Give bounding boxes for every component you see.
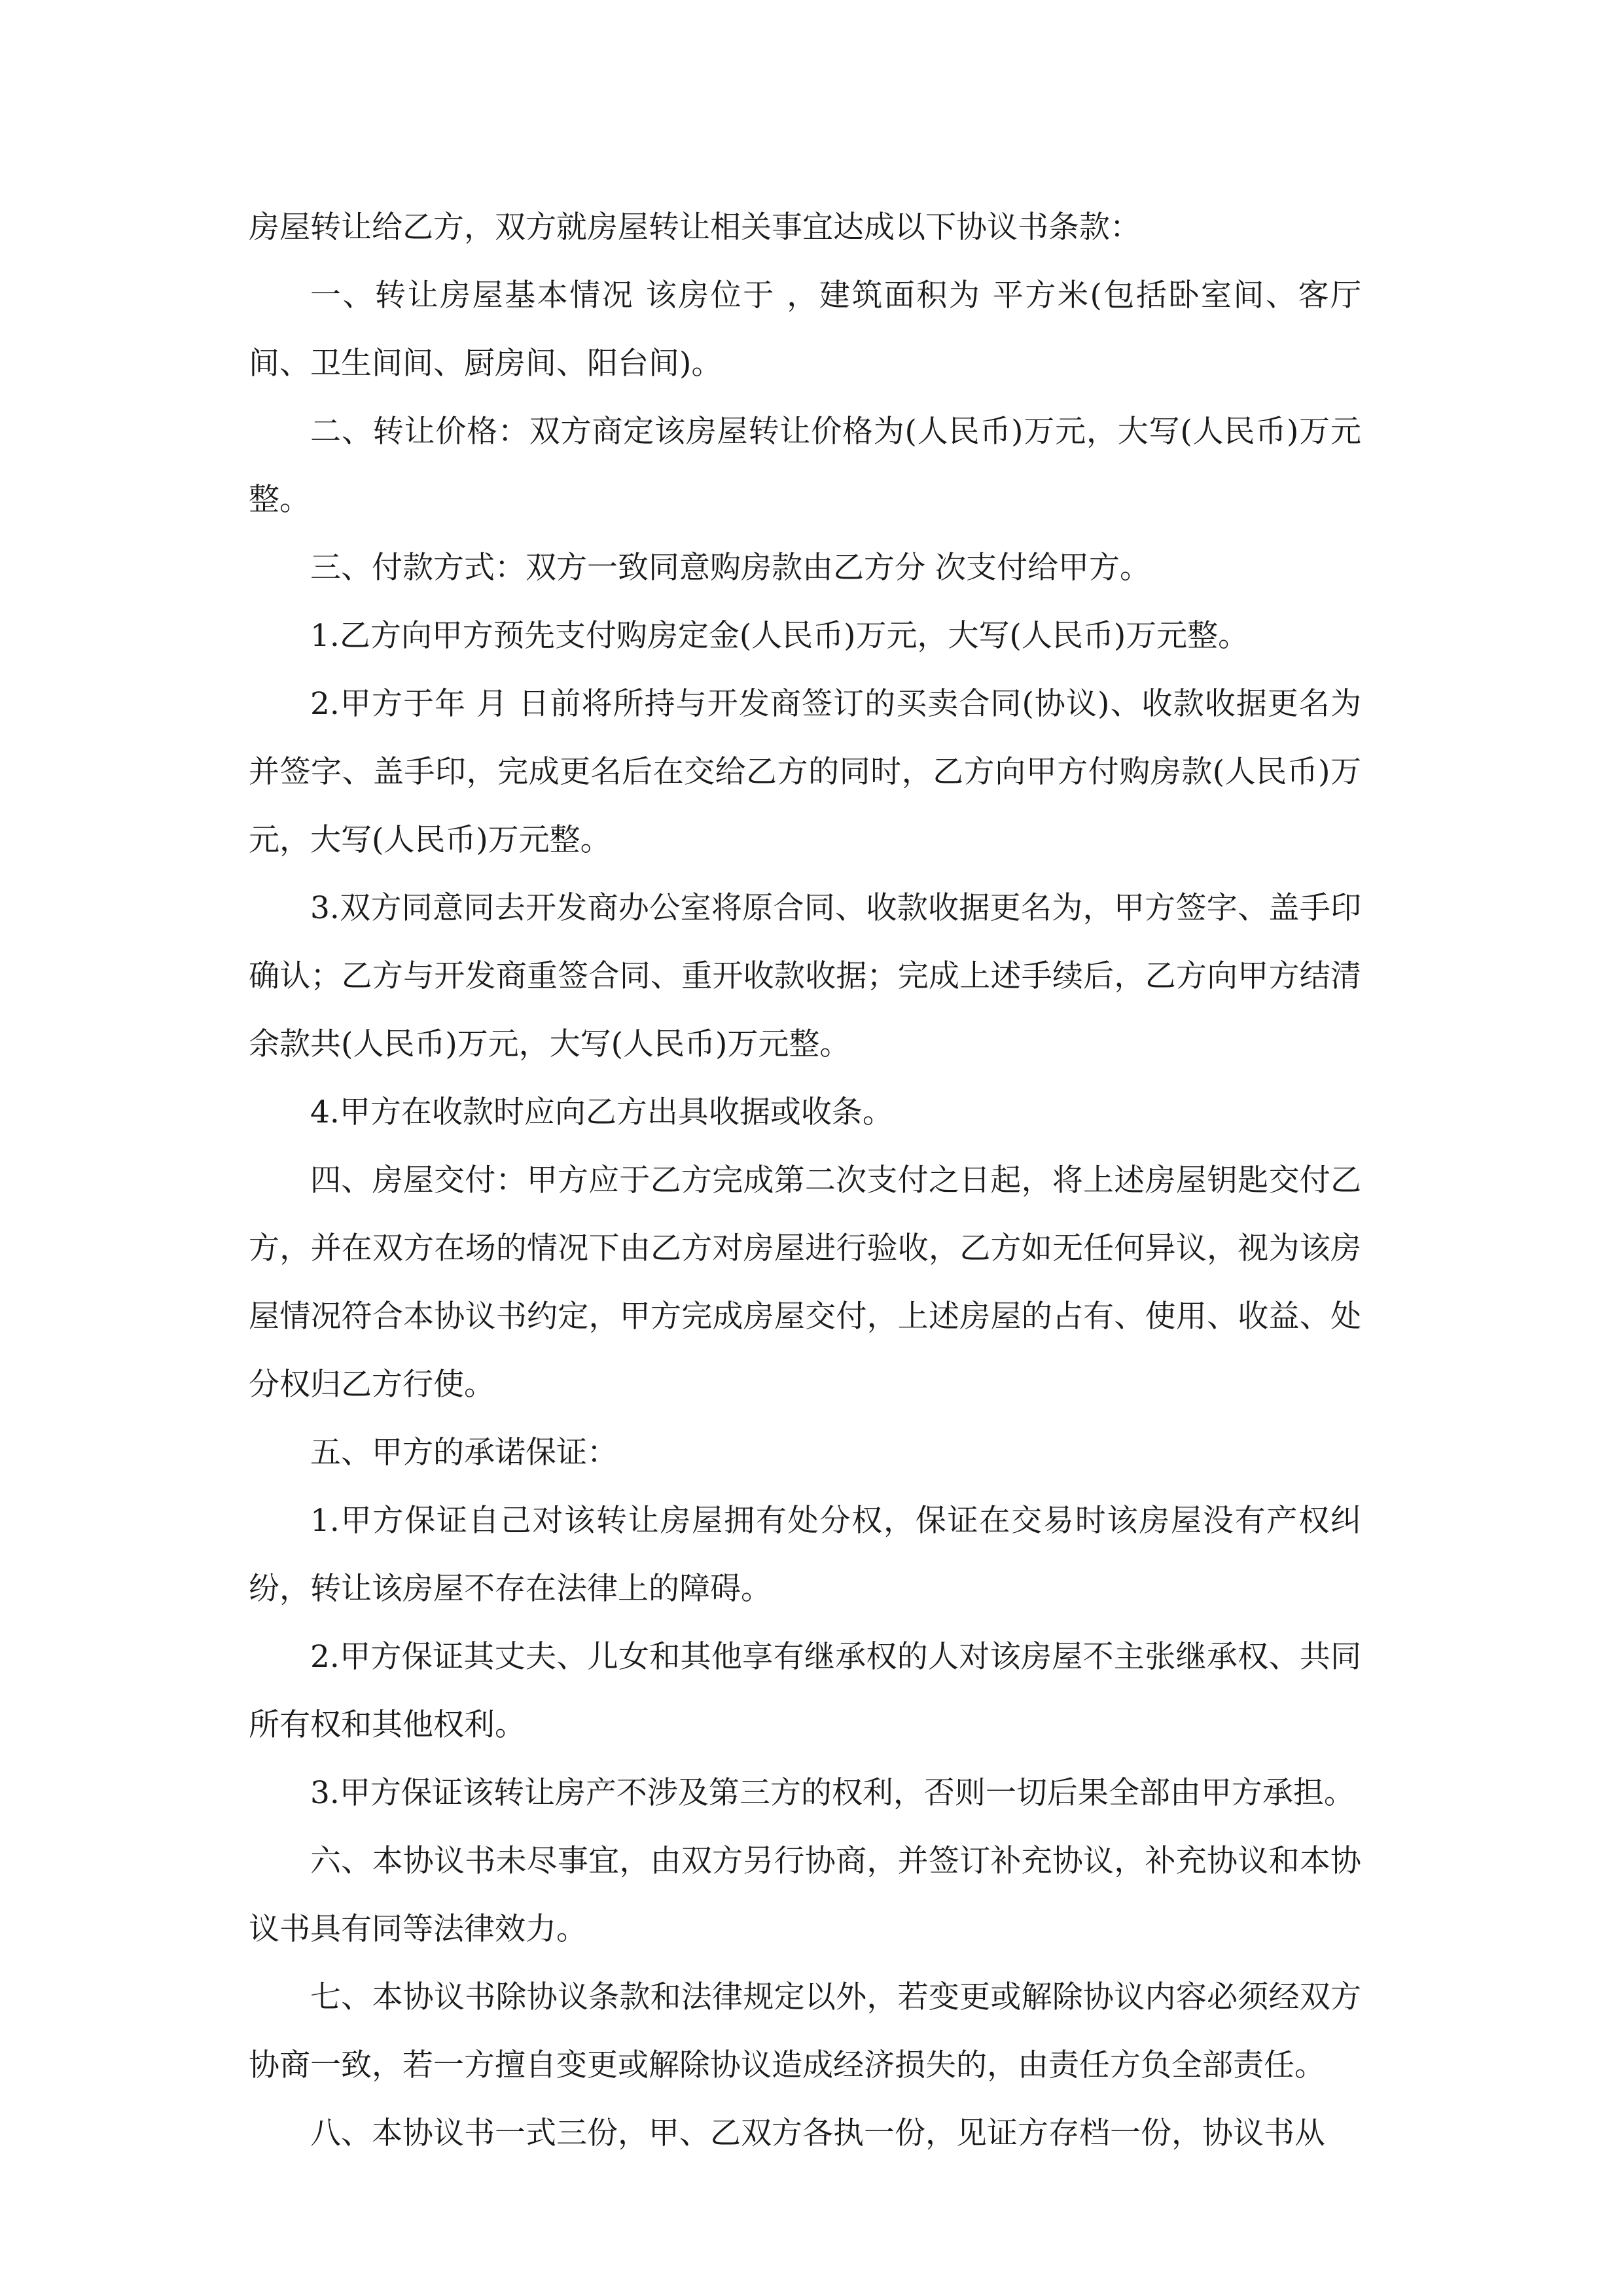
clause-4-delivery: 四、房屋交付：甲方应于乙方完成第二次支付之日起，将上述房屋钥匙交付乙方，并在双方在场的情况下由乙方对房屋进行验收，乙方如无任何异议，视为该房屋情况符合本协议书约定，甲方完成房屋交付，上述房屋的占有、使用、收益、处分权归乙方行使。 xyxy=(249,1162,1361,1403)
clause-5-warranty: 五、甲方的承诺保证： xyxy=(310,1435,618,1471)
clause-5-item-2: 2.甲方保证其丈夫、儿女和其他享有继承权的人对该房屋不主张继承权、共同所有权和其他权利。 xyxy=(249,1639,1361,1743)
clause-2-price: 二、转让价格：双方商定该房屋转让价格为(人民币)万元，大写(人民币)万元整。 xyxy=(249,414,1361,518)
clause-5-item-3: 3.甲方保证该转让房产不涉及第三方的权利，否则一切后果全部由甲方承担。 xyxy=(310,1775,1355,1811)
clause-3-payment: 三、付款方式：双方一致同意购房款由乙方分 次支付给甲方。 xyxy=(310,550,1150,586)
clause-3-item-1: 1.乙方向甲方预先支付购房定金(人民币)万元，大写(人民币)万元整。 xyxy=(310,618,1249,654)
clause-3-item-4: 4.甲方在收款时应向乙方出具收据或收条。 xyxy=(310,1094,893,1130)
clause-6-supplement: 六、本协议书未尽事宜，由双方另行协商，并签订补充协议，补充协议和本协议书具有同等法律效力。 xyxy=(249,1843,1361,1947)
clause-7-modification: 七、本协议书除协议条款和法律规定以外，若变更或解除协议内容必须经双方协商一致，若一方擅自变更或解除协议造成经济损失的，由责任方负全部责任。 xyxy=(249,1979,1361,2083)
clause-3-item-2: 2.甲方于年 月 日前将所持与开发商签订的买卖合同(协议)、收款收据更名为 并签字、盖手印，完成更名后在交给乙方的同时，乙方向甲方付购房款(人民币)万元，大写(人民币)万元整。 xyxy=(249,686,1361,858)
clause-1-property-info: 一、转让房屋基本情况 该房位于 ，建筑面积为 平方米(包括卧室间、客厅间、卫生间间、厨房间、阳台间)。 xyxy=(249,278,1361,382)
clause-8-copies: 八、本协议书一式三份，甲、乙双方各执一份，见证方存档一份，协议书从 xyxy=(310,2115,1325,2151)
document-body xyxy=(249,194,1361,2168)
clause-3-item-3: 3.双方同意同去开发商办公室将原合同、收款收据更名为，甲方签字、盖手印确认；乙方与开发商重签合同、重开收款收据；完成上述手续后，乙方向甲方结清余款共(人民币)万元，大写(人民币)万元整。 xyxy=(249,890,1361,1062)
clause-5-item-1: 1.甲方保证自己对该转让房屋拥有处分权，保证在交易时该房屋没有产权纠纷，转让该房屋不存在法律上的障碍。 xyxy=(249,1503,1361,1607)
paragraph-intro: 房屋转让给乙方，双方就房屋转让相关事宜达成以下协议书条款： xyxy=(249,209,1141,245)
